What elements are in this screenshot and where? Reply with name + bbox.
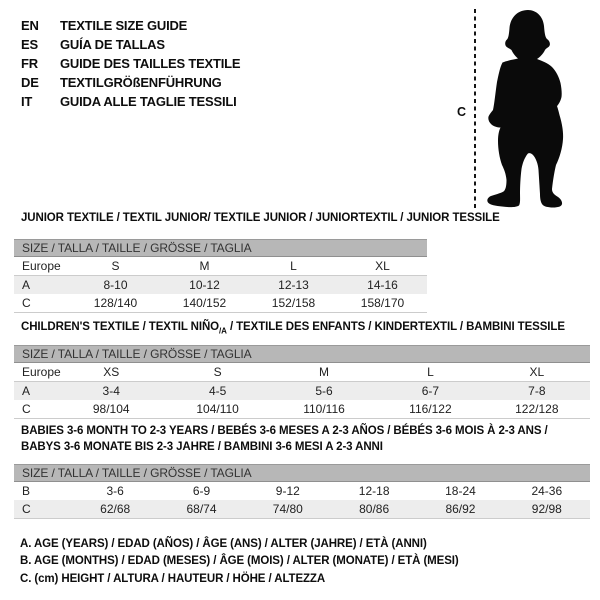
title-subscript: /A	[219, 326, 227, 336]
language-label: TEXTILE SIZE GUIDE	[60, 18, 188, 33]
toddler-silhouette-icon	[485, 8, 567, 210]
table-row-height	[14, 294, 427, 313]
value-cell: 80/86	[359, 502, 390, 516]
language-row-de	[21, 73, 240, 92]
size-cell: S	[111, 259, 120, 273]
language-label: GUIDA ALLE TAGLIE TESSILI	[60, 94, 237, 109]
value-cell: 4-5	[208, 384, 227, 398]
size-cell: XL	[375, 259, 390, 273]
language-code: ES	[21, 37, 38, 52]
title-text: CHILDREN'S TEXTILE / TEXTIL NIÑO	[21, 321, 220, 333]
size-cell: M	[319, 365, 330, 379]
size-cell: M	[199, 259, 210, 273]
table-row-height	[14, 400, 590, 419]
footnote-c: C. (cm) HEIGHT / ALTURA / HAUTEUR / HÖHE / ALTEZZA	[20, 572, 326, 585]
size-cell: L	[290, 259, 297, 273]
value-cell: 18-24	[445, 484, 476, 498]
children-table-title	[21, 321, 565, 336]
size-header-bar: SIZE / TALLA / TAILLE / GRÖSSE / TAGLIA	[14, 240, 427, 257]
table-row-europe	[14, 257, 427, 276]
value-cell: 110/116	[303, 402, 345, 416]
language-label: GUÍA DE TALLAS	[60, 37, 165, 52]
size-cell: S	[213, 365, 222, 379]
language-row-en	[21, 16, 240, 35]
language-row-fr	[21, 54, 240, 73]
value-cell: 128/140	[93, 296, 138, 310]
footnote-a: A. AGE (YEARS) / EDAD (AÑOS) / ÂGE (ANS) / ALTER (JAHRE) / ETÀ (ANNI)	[20, 538, 427, 550]
language-code: EN	[21, 18, 39, 33]
value-cell: 12-18	[358, 484, 390, 498]
language-list	[21, 16, 240, 111]
junior-table-title: JUNIOR TEXTILE / TEXTIL JUNIOR/ TEXTILE JUNIOR / JUNIORTEXTIL / JUNIOR TESSILE	[21, 212, 500, 224]
row-label: A	[22, 384, 31, 398]
value-cell: 5-6	[315, 384, 333, 398]
value-cell: 7-8	[528, 384, 546, 398]
language-code: DE	[21, 75, 39, 90]
value-cell: 3-6	[106, 484, 124, 498]
table-row-age-months	[14, 482, 590, 500]
value-cell: 6-7	[421, 384, 440, 398]
junior-size-table	[14, 239, 427, 313]
row-label: C	[22, 502, 31, 516]
value-cell: 6-9	[192, 484, 211, 498]
value-cell: 9-12	[275, 484, 300, 498]
language-row-it	[21, 92, 240, 111]
value-cell: 158/170	[360, 296, 405, 310]
language-label: TEXTILGRÖßENFÜHRUNG	[60, 75, 222, 90]
row-label: Europe	[22, 259, 61, 273]
value-cell: 24-36	[531, 484, 563, 498]
row-label: C	[22, 296, 31, 310]
value-cell: 104/110	[196, 402, 239, 416]
table-row-height	[14, 500, 590, 519]
table-row-europe	[14, 363, 590, 382]
value-cell: 10-12	[189, 278, 220, 292]
title-line-2: BABYS 3-6 MONATE BIS 2-3 JAHRE / BAMBINI 3-6 MESI A 2-3 ANNI	[21, 441, 383, 453]
value-cell: 68/74	[186, 502, 217, 516]
height-measure-label: C	[457, 105, 467, 119]
row-label: Europe	[22, 365, 61, 379]
language-label: GUIDE DES TAILLES TEXTILE	[60, 56, 241, 71]
size-header-bar: SIZE / TALLA / TAILLE / GRÖSSE / TAGLIA	[14, 346, 590, 363]
value-cell: 74/80	[272, 502, 303, 516]
value-cell: 8-10	[103, 278, 128, 292]
row-label: A	[22, 278, 31, 292]
children-size-table	[14, 345, 590, 419]
footnote-legend	[20, 536, 459, 588]
title-line-1: BABIES 3-6 MONTH TO 2-3 YEARS / BEBÉS 3-6 MESES A 2-3 AÑOS / BÉBÉS 3-6 MOIS À 2-3 ANS /	[21, 425, 548, 437]
value-cell: 140/152	[182, 296, 227, 310]
table-row-age	[14, 276, 427, 294]
height-measure-dashed-line	[474, 9, 476, 208]
language-code: IT	[21, 94, 33, 109]
babies-size-table	[14, 464, 590, 519]
value-cell: 122/128	[515, 402, 559, 416]
value-cell: 12-13	[278, 278, 309, 292]
size-cell: L	[427, 365, 434, 379]
babies-table-title	[21, 423, 581, 455]
value-cell: 3-4	[102, 384, 120, 398]
value-cell: 62/68	[100, 502, 131, 516]
row-label: C	[22, 402, 31, 416]
language-row-es	[21, 35, 240, 54]
language-code: FR	[21, 56, 38, 71]
value-cell: 92/98	[531, 502, 562, 516]
size-cell: XS	[103, 365, 120, 379]
value-cell: 86/92	[445, 502, 476, 516]
table-row-age	[14, 382, 590, 400]
value-cell: 152/158	[271, 296, 316, 310]
value-cell: 14-16	[367, 278, 398, 292]
size-header-bar: SIZE / TALLA / TAILLE / GRÖSSE / TAGLIA	[14, 465, 590, 482]
footnote-b: B. AGE (MONTHS) / EDAD (MESES) / ÂGE (MOIS) / ALTER (MONATE) / ETÀ (MESI)	[20, 555, 459, 568]
row-label: B	[22, 484, 31, 498]
title-text: / TEXTILE DES ENFANTS / KINDERTEXTIL / BAMBINI TESSILE	[226, 321, 565, 333]
value-cell: 98/104	[92, 402, 130, 416]
size-cell: XL	[529, 365, 545, 379]
value-cell: 116/122	[409, 402, 452, 416]
